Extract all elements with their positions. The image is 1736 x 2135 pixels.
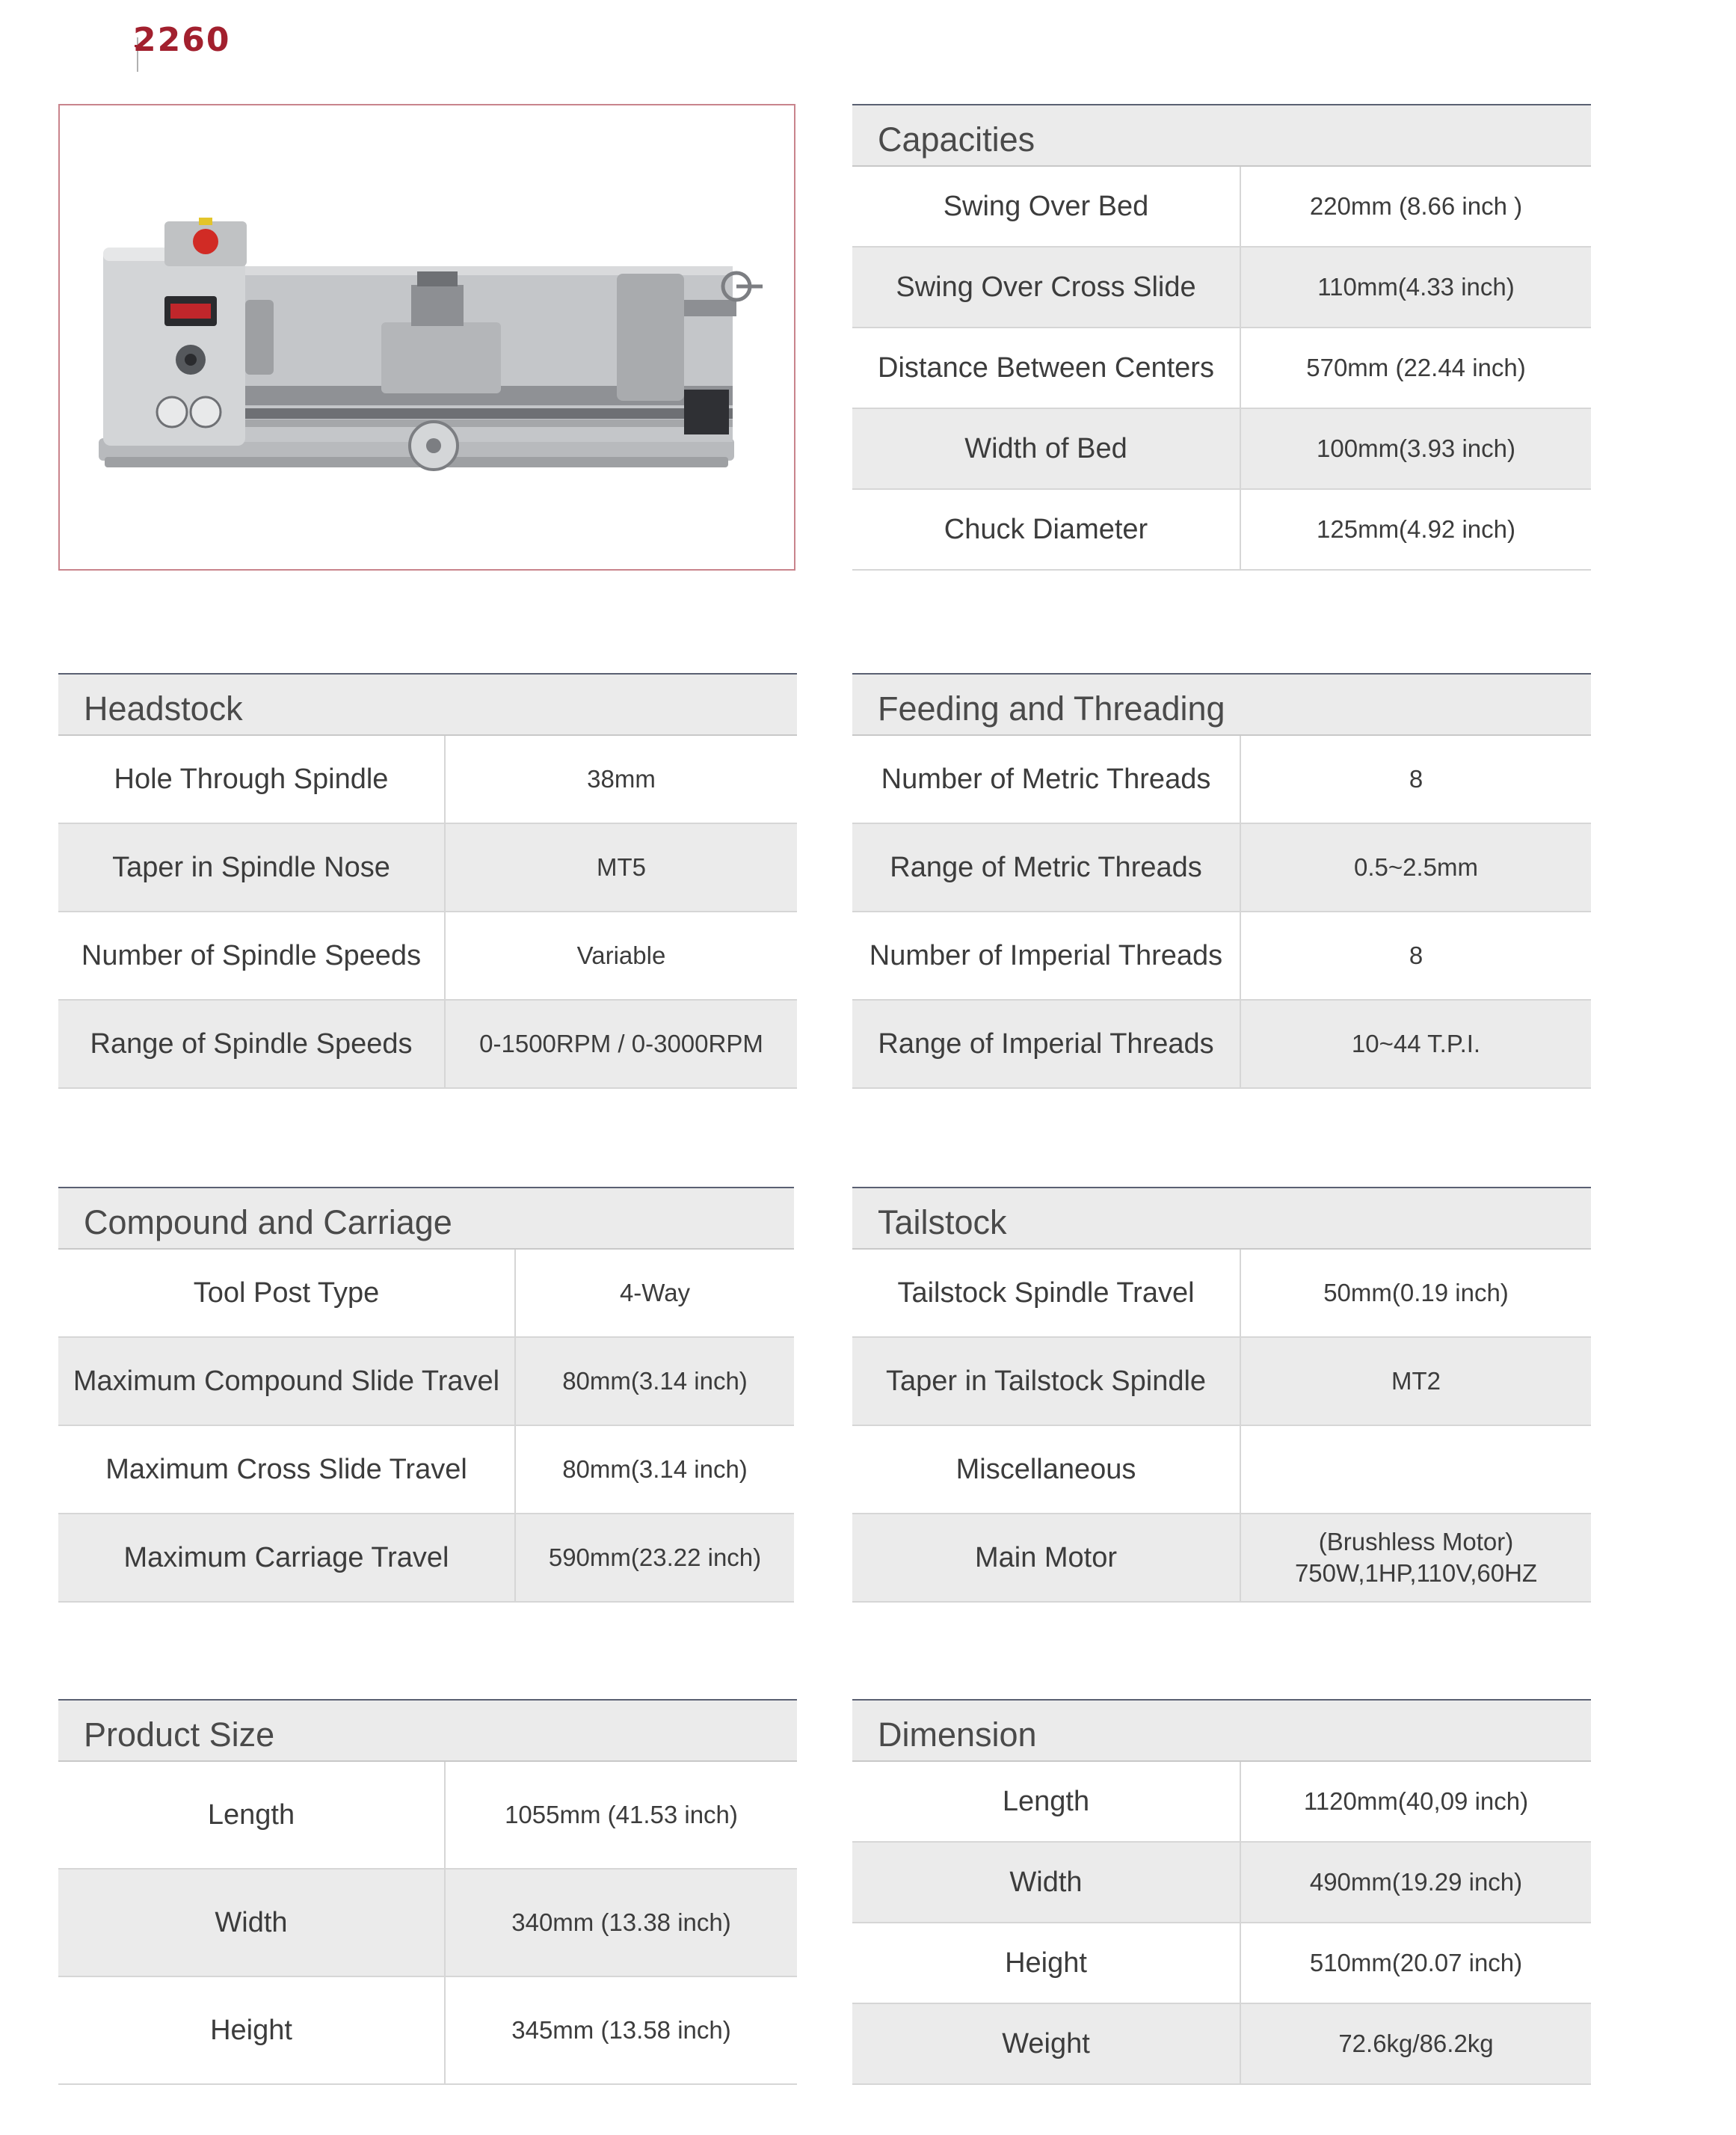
row-label: Chuck Diameter [852,490,1241,569]
row-value: 110mm(4.33 inch) [1317,273,1515,301]
spec-rows [852,1250,1591,1603]
row-label: Length [58,1762,446,1868]
table-row [58,1762,797,1870]
section-header [852,1187,1591,1250]
section-header [852,673,1591,736]
row-value: 510mm(20.07 inch) [1309,1949,1523,1976]
table-row [852,912,1591,1001]
table-row [852,2004,1591,2085]
row-value: 0.5~2.5mm [1354,853,1478,881]
row-label: Range of Imperial Threads [852,1001,1241,1087]
row-label: Swing Over Bed [852,167,1241,246]
table-row [58,1338,794,1426]
section-title: Tailstock [878,1203,1007,1241]
table-row [58,912,797,1001]
row-label: Tool Post Type [58,1250,516,1336]
spec-rows [852,1762,1591,2085]
row-label: Taper in Tailstock Spindle [852,1338,1241,1425]
table-row [852,1426,1591,1514]
row-label: Number of Metric Threads [852,736,1241,823]
table-row [58,736,797,824]
row-value: 125mm(4.92 inch) [1317,515,1515,543]
table-row [852,328,1591,409]
row-value: 100mm(3.93 inch) [1317,434,1515,462]
row-label: Number of Spindle Speeds [58,912,446,999]
row-value: 340mm (13.38 inch) [511,1908,731,1936]
row-value: 38mm [587,765,656,793]
row-value: Variable [576,941,666,969]
row-label: Main Motor [852,1514,1241,1601]
spec-rows [58,1762,797,2085]
row-value: 345mm (13.58 inch) [511,2016,731,2044]
row-value: 1055mm (41.53 inch) [505,1801,738,1828]
row-label: Width [58,1870,446,1976]
table-row [852,248,1591,328]
row-value: (Brushless Motor) 750W,1HP,110V,60HZ [1294,1528,1538,1587]
table-row [852,1514,1591,1603]
row-value: 50mm(0.19 inch) [1323,1279,1509,1306]
spec-capacities [852,104,1591,571]
table-row [852,1250,1591,1338]
table-row [852,1762,1591,1843]
table-row [58,1001,797,1089]
row-value: 1120mm(40,09 inch) [1303,1787,1529,1815]
spec-rows [852,167,1591,571]
row-label: Distance Between Centers [852,328,1241,408]
row-label: Height [58,1977,446,2083]
row-label: Tailstock Spindle Travel [852,1250,1241,1336]
row-value: 72.6kg/86.2kg [1338,2030,1494,2057]
table-row [58,1870,797,1977]
row-value: 8 [1409,765,1423,793]
spec-feeding-threading [852,673,1591,1089]
row-label: Height [852,1923,1241,2003]
spec-rows [852,736,1591,1089]
row-label: Number of Imperial Threads [852,912,1241,999]
table-row [852,1001,1591,1089]
table-row [852,409,1591,490]
row-label: Maximum Carriage Travel [58,1514,516,1601]
row-value: 4-Way [619,1279,691,1306]
row-value: 590mm(23.22 inch) [548,1543,762,1571]
spec-dimension [852,1699,1591,2085]
table-row [58,824,797,912]
row-label: Width of Bed [852,409,1241,488]
table-row [852,167,1591,248]
table-row [58,1426,794,1514]
spec-rows [58,1250,794,1603]
row-label: Miscellaneous [852,1426,1241,1513]
table-row [58,1514,794,1603]
section-title: Dimension [878,1715,1037,1754]
row-value: 220mm (8.66 inch ) [1309,192,1523,220]
row-label: Swing Over Cross Slide [852,248,1241,327]
row-value [1241,1426,1591,1513]
row-label: Weight [852,2004,1241,2083]
row-label: Hole Through Spindle [58,736,446,823]
section-title: Capacities [878,120,1035,159]
product-photo [58,104,795,571]
row-value: 80mm(3.14 inch) [562,1367,748,1395]
spec-product-size [58,1699,797,2085]
spec-compound-carriage [58,1187,794,1603]
section-title: Compound and Carriage [84,1203,452,1241]
spec-tailstock [852,1187,1591,1603]
model-number: 2260 [133,21,231,59]
section-header [58,673,797,736]
row-label: Range of Spindle Speeds [58,1001,446,1087]
lathe-illustration [60,105,797,572]
table-row [58,1977,797,2085]
table-row [852,490,1591,571]
spec-headstock [58,673,797,1089]
table-row [852,1843,1591,1923]
row-value: 10~44 T.P.I. [1351,1030,1481,1057]
row-value: MT5 [597,853,646,881]
row-label: Maximum Cross Slide Travel [58,1426,516,1513]
table-row [852,1338,1591,1426]
section-header [58,1699,797,1762]
row-label: Length [852,1762,1241,1841]
row-label: Taper in Spindle Nose [58,824,446,911]
section-title: Product Size [84,1715,275,1754]
row-value: 80mm(3.14 inch) [562,1455,748,1483]
section-header [852,104,1591,167]
table-row [852,736,1591,824]
table-row [852,824,1591,912]
row-label: Maximum Compound Slide Travel [58,1338,516,1425]
row-label: Width [852,1843,1241,1922]
table-row [58,1250,794,1338]
row-value: 8 [1409,941,1423,969]
spec-rows [58,736,797,1089]
row-value: 570mm (22.44 inch) [1306,354,1526,381]
section-title: Feeding and Threading [878,689,1225,728]
table-row [852,1923,1591,2004]
row-label: Range of Metric Threads [852,824,1241,911]
row-value: 490mm(19.29 inch) [1309,1868,1523,1896]
section-header [852,1699,1591,1762]
section-header [58,1187,794,1250]
section-title: Headstock [84,689,243,728]
row-value: 0-1500RPM / 0-3000RPM [479,1030,763,1057]
row-value: MT2 [1391,1367,1441,1395]
